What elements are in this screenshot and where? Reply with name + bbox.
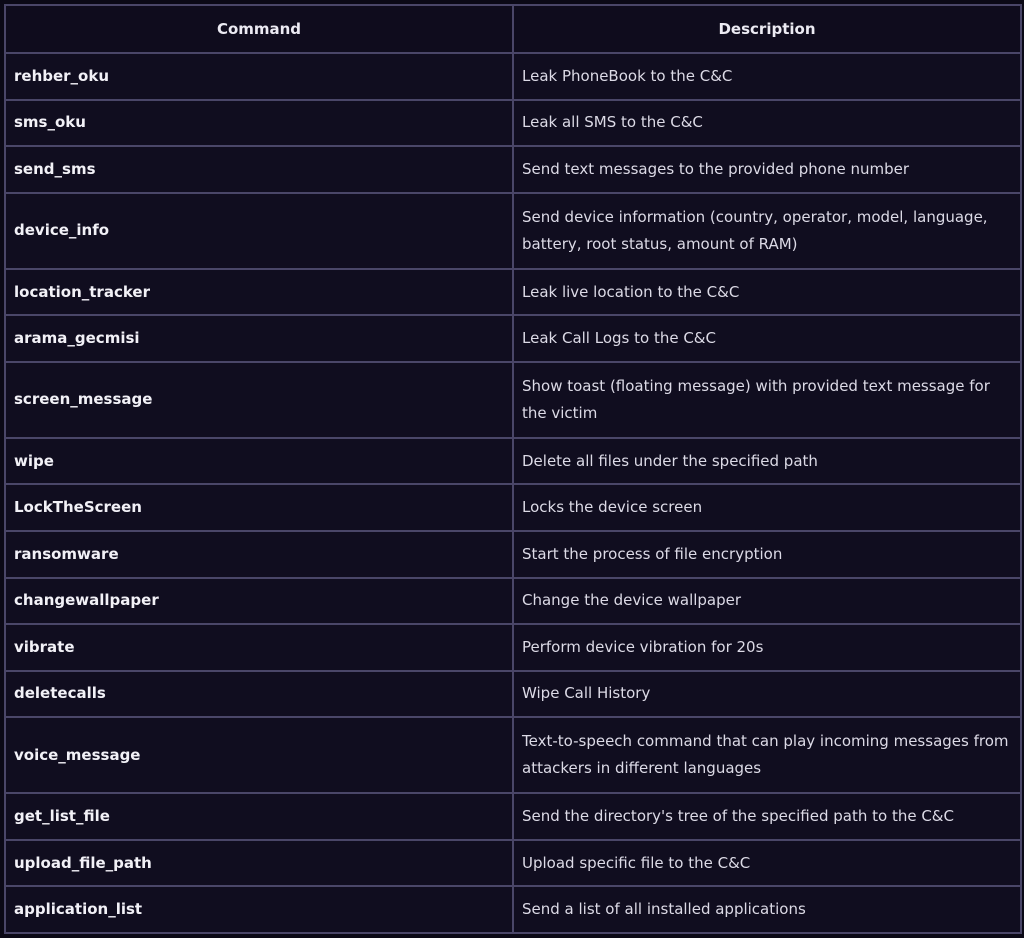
table-row [5,315,1021,362]
table-body [5,53,1021,933]
command-cell: LockTheScreen [5,484,513,531]
command-cell: send_sms [5,146,513,193]
description-cell: Send text messages to the provided phone number [513,146,1021,193]
command-cell: ransomware [5,531,513,578]
table-row [5,193,1021,269]
description-cell: Leak PhoneBook to the C&C [513,53,1021,100]
command-cell: application_list [5,886,513,933]
description-cell: Send a list of all installed applications [513,886,1021,933]
description-cell: Leak all SMS to the C&C [513,100,1021,147]
table-row [5,717,1021,793]
command-table [4,4,1022,934]
command-cell: sms_oku [5,100,513,147]
description-cell: Perform device vibration for 20s [513,624,1021,671]
table-row [5,438,1021,485]
table-row [5,484,1021,531]
description-cell: Upload specific file to the C&C [513,840,1021,887]
description-cell: Start the process of file encryption [513,531,1021,578]
table-row [5,362,1021,438]
description-cell: Show toast (floating message) with provided text message for the victim [513,362,1021,438]
command-cell: device_info [5,193,513,269]
description-cell: Send the directory's tree of the specified path to the C&C [513,793,1021,840]
command-cell: voice_message [5,717,513,793]
description-cell: Change the device wallpaper [513,578,1021,625]
table-row [5,793,1021,840]
header-row [5,5,1021,53]
command-cell: wipe [5,438,513,485]
command-cell: changewallpaper [5,578,513,625]
table-row [5,840,1021,887]
table-row [5,531,1021,578]
command-cell: screen_message [5,362,513,438]
command-cell: vibrate [5,624,513,671]
command-column-header: Command [5,5,513,53]
command-cell: get_list_file [5,793,513,840]
table-row [5,671,1021,718]
table-row [5,624,1021,671]
description-column-header: Description [513,5,1021,53]
table-row [5,146,1021,193]
command-cell: upload_file_path [5,840,513,887]
description-cell: Text-to-speech command that can play incoming messages from attackers in different languages [513,717,1021,793]
command-cell: location_tracker [5,269,513,316]
table-row [5,578,1021,625]
table-row [5,886,1021,933]
table-row [5,100,1021,147]
description-cell: Wipe Call History [513,671,1021,718]
description-cell: Delete all files under the specified path [513,438,1021,485]
command-cell: arama_gecmisi [5,315,513,362]
description-cell: Locks the device screen [513,484,1021,531]
description-cell: Send device information (country, operator, model, language, battery, root status, amount of RAM) [513,193,1021,269]
command-cell: rehber_oku [5,53,513,100]
table-header [5,5,1021,53]
description-cell: Leak live location to the C&C [513,269,1021,316]
command-table-container [4,4,1020,934]
description-cell: Leak Call Logs to the C&C [513,315,1021,362]
command-cell: deletecalls [5,671,513,718]
table-row [5,53,1021,100]
table-row [5,269,1021,316]
